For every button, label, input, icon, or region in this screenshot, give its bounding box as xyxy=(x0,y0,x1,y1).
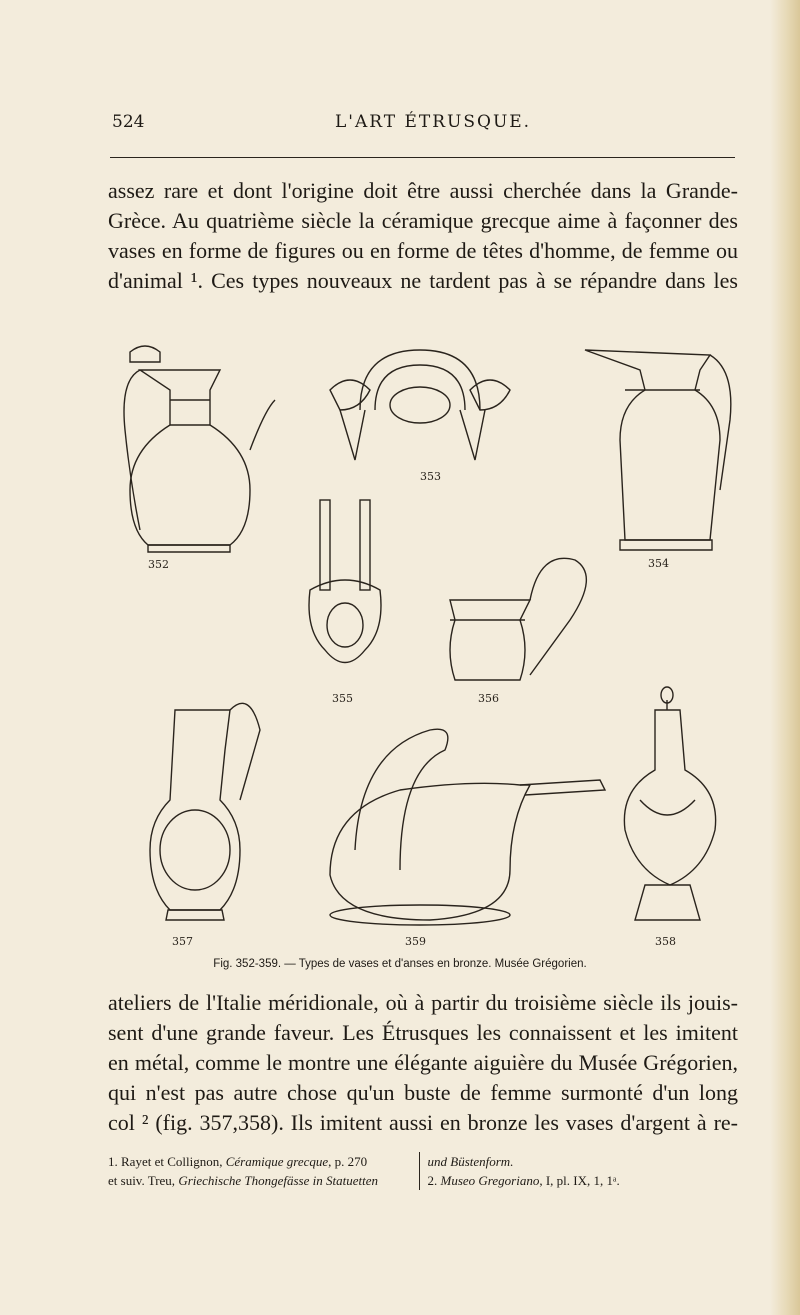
handle-353-illustration xyxy=(330,350,510,460)
text-line: vases en forme de figures ou en forme de têtes d'homme, de femme ou xyxy=(108,238,738,263)
label-357: 357 xyxy=(172,935,193,948)
footnote-column-right xyxy=(419,1152,739,1190)
text-line: ateliers de l'Italie méridionale, où à partir du troisième siècle ils jouis- xyxy=(108,990,738,1015)
vase-359-illustration xyxy=(330,729,605,925)
footnote-1-line-3: und Büstenform. xyxy=(427,1154,514,1169)
figure-plate xyxy=(100,330,740,950)
label-352: 352 xyxy=(148,558,169,571)
text-line: sent d'une grande faveur. Les Étrusques les connaissent et les imitent xyxy=(108,1020,738,1045)
vase-356-illustration xyxy=(450,558,586,680)
page-edge-shadow xyxy=(770,0,800,1315)
paragraph-bottom xyxy=(108,988,738,1138)
handle-355-illustration xyxy=(309,500,381,663)
text-line: col ² (fig. 357,358). Ils imitent aussi en bronze les vases d'argent à re- xyxy=(108,1110,738,1135)
figure-numbers xyxy=(148,470,676,948)
label-353: 353 xyxy=(420,470,441,483)
page-header xyxy=(0,112,800,142)
text-line: Grèce. Au quatrième siècle la céramique grecque aime à façonner des xyxy=(108,208,738,233)
text-line: assez rare et dont l'origine doit être aussi cherchée dans la Grande- xyxy=(108,178,738,203)
label-355: 355 xyxy=(332,692,353,705)
running-title: L'ART ÉTRUSQUE. xyxy=(335,112,532,132)
text-line: d'animal ¹. Ces types nouveaux ne tardent pas à se répandre dans les xyxy=(108,268,738,293)
label-359: 359 xyxy=(405,935,426,948)
page-number: 524 xyxy=(112,112,145,132)
vase-354-illustration xyxy=(585,350,731,550)
header-rule xyxy=(110,157,735,158)
footnote-1-line-2: et suiv. Treu, Griechische Thongefässe in Statuetten xyxy=(108,1173,378,1188)
label-356: 356 xyxy=(478,692,499,705)
vase-358-illustration xyxy=(624,687,715,920)
vases-illustration xyxy=(100,330,740,950)
label-358: 358 xyxy=(655,935,676,948)
footnotes xyxy=(108,1152,738,1190)
vase-352-illustration xyxy=(124,346,275,552)
label-354: 354 xyxy=(648,557,669,570)
footnote-1-line-1: 1. Rayet et Collignon, Céramique grecque, p. 270 xyxy=(108,1154,368,1169)
paragraph-top xyxy=(108,176,738,296)
figure-caption: Fig. 352-359. — Types de vases et d'anses en bronze. Musée Grégorien. xyxy=(213,958,587,970)
vase-357-illustration xyxy=(150,703,260,920)
footnote-column-left xyxy=(108,1152,419,1190)
text-line: qui n'est pas autre chose qu'un buste de femme surmonté d'un long xyxy=(108,1080,738,1105)
text-line: en métal, comme le montre une élégante aiguière du Musée Grégorien, xyxy=(108,1050,738,1075)
footnote-2: 2. Museo Gregoriano, I, pl. IX, 1, 1ᵃ. xyxy=(427,1173,620,1188)
